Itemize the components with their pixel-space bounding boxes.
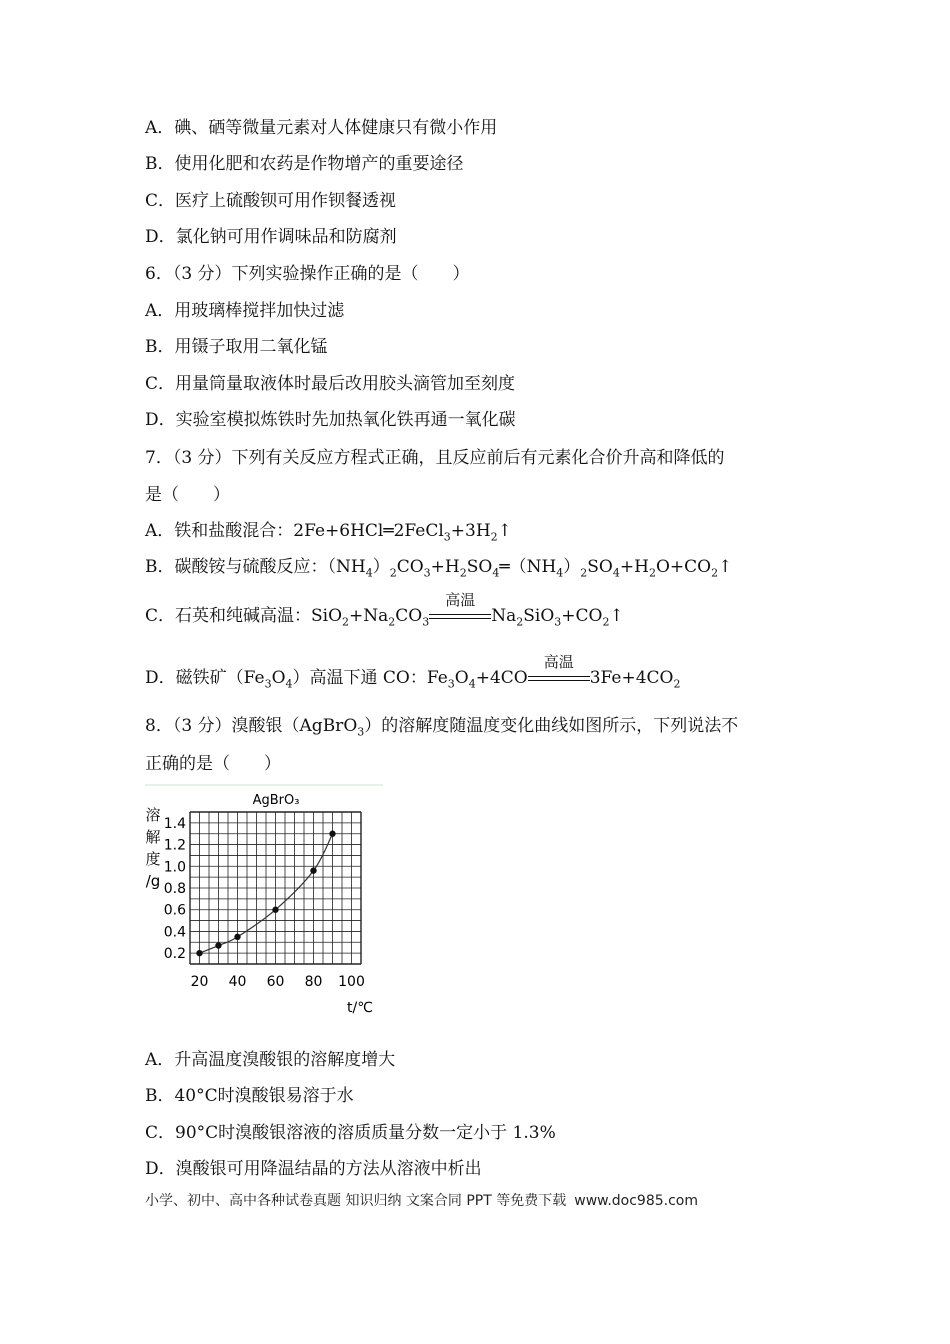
q7-option-b: B．碳酸铵与硫酸反应：$(NH_4)_2CO_3+H_2SO_4═(NH_4)_2SO_4+H_2O+CO_2↑$	[145, 557, 733, 580]
footer	[145, 1190, 698, 1210]
q6-option-d: D．实验室模拟炼铁时先加热氧化铁再通一氧化碳	[145, 410, 516, 430]
data-point	[329, 831, 335, 837]
data-point	[234, 934, 240, 940]
y-axis-label-char: 度	[145, 850, 161, 868]
y-tick-labels	[164, 816, 186, 962]
solubility-chart	[145, 782, 385, 1022]
x-tick-label: 20	[190, 974, 209, 990]
reaction-condition-label: 高温	[445, 591, 476, 609]
reaction-condition-arrow	[429, 591, 491, 628]
y-tick-label: 0.6	[163, 902, 186, 919]
q7-option-c-prefix: C．石英和纯碱高温：SiO	[145, 606, 343, 626]
y-tick-label: 1.2	[163, 837, 186, 854]
q5-option-b: B．使用化肥和农药是作物增产的重要途径	[145, 154, 464, 174]
q8-option-c: C．90°C时溴酸银溶液的溶质质量分数一定小于 1.3%	[145, 1123, 556, 1143]
data-point	[196, 950, 202, 956]
q8-option-d: D．溴酸银可用降温结晶的方法从溶液中析出	[145, 1159, 482, 1179]
data-point	[272, 907, 278, 913]
x-tick-label: 60	[266, 974, 285, 990]
chart-title: AgBrO₃	[252, 793, 300, 808]
reaction-condition-arrow	[528, 653, 590, 690]
y-tick-label: 0.4	[163, 924, 186, 941]
q7-option-c: C．石英和纯碱高温：$SiO_2+Na_2CO_3$ 高温 $Na_2SiO_3+CO_2↑$	[145, 604, 624, 634]
q6-option-b: B．用镊子取用二氧化锰	[145, 337, 328, 357]
q6-option-c: C．用量筒量取液体时最后改用胶头滴管加至刻度	[145, 374, 516, 394]
y-axis-label	[145, 806, 160, 890]
q8-option-b: B．40°C时溴酸银易溶于水	[145, 1086, 354, 1106]
q5-option-d: D．氯化钠可用作调味品和防腐剂	[145, 227, 397, 247]
x-tick-label: 100	[338, 974, 365, 990]
q7-option-a-prefix: A．铁和盐酸混合：2Fe+6HCl═2FeCl	[145, 521, 444, 541]
y-tick-label: 0.2	[163, 946, 186, 963]
q8-stem-end: ）的溶解度随温度变化曲线如图所示，下列说法不	[364, 716, 739, 736]
x-axis-label: t/℃	[347, 1000, 373, 1016]
data-point	[215, 942, 221, 948]
q8-stem-line1: 8．（3 分）溴酸银（AgBrO$_3$）的溶解度随温度变化曲线如图所示，下列说法不	[145, 716, 739, 739]
y-tick-label: 0.8	[163, 881, 186, 897]
y-axis-label-char: 溶	[145, 806, 161, 824]
data-point	[310, 867, 316, 873]
q7-stem-line1: 7．（3 分）下列有关反应方程式正确，且反应前后有元素化合价升高和降低的	[145, 448, 725, 468]
y-axis-label-char: 解	[145, 828, 161, 846]
x-tick-labels	[191, 974, 365, 990]
x-tick-label: 40	[228, 974, 247, 990]
q8-option-a: A．升高温度溴酸银的溶解度增大	[145, 1050, 396, 1070]
q5-option-c: C．医疗上硫酸钡可用作钡餐透视	[145, 191, 397, 211]
q5-option-a: A．碘、硒等微量元素对人体健康只有微小作用	[145, 118, 498, 138]
q7-option-d: D．磁铁矿$(Fe_3O_4)$高温下通 CO：$Fe_3O_4+4CO$ 高温 $3Fe+4CO_2$	[145, 666, 680, 696]
reaction-condition-label: 高温	[543, 653, 574, 671]
q7-stem-line2: 是（ ）	[145, 485, 230, 505]
q6-stem: 6．（3 分）下列实验操作正确的是（ ）	[145, 264, 470, 284]
footer-url[interactable]: www.doc985.com	[574, 1193, 698, 1209]
y-axis-label-char: /g	[145, 872, 161, 890]
footer-text: 小学、初中、高中各种试卷真题 知识归纳 文案合同 PPT 等免费下载	[145, 1193, 567, 1209]
q8-stem-line2: 正确的是（ ）	[145, 754, 281, 774]
q8-stem-start: 8．（3 分）溴酸银（AgBrO	[145, 716, 358, 736]
q7-option-a: A．铁和盐酸混合：$2Fe+6HCl═2FeCl_3+3H_2↑$	[145, 521, 512, 544]
x-tick-label: 80	[304, 974, 323, 990]
q7-option-b-prefix: B．碳酸铵与硫酸反应：（NH	[145, 557, 366, 577]
q6-option-a: A．用玻璃棒搅拌加快过滤	[145, 301, 345, 321]
q7-option-d-prefix: D．磁铁矿（Fe	[145, 668, 265, 688]
y-tick-label: 1.4	[163, 815, 186, 832]
y-tick-label: 1.0	[163, 859, 186, 876]
